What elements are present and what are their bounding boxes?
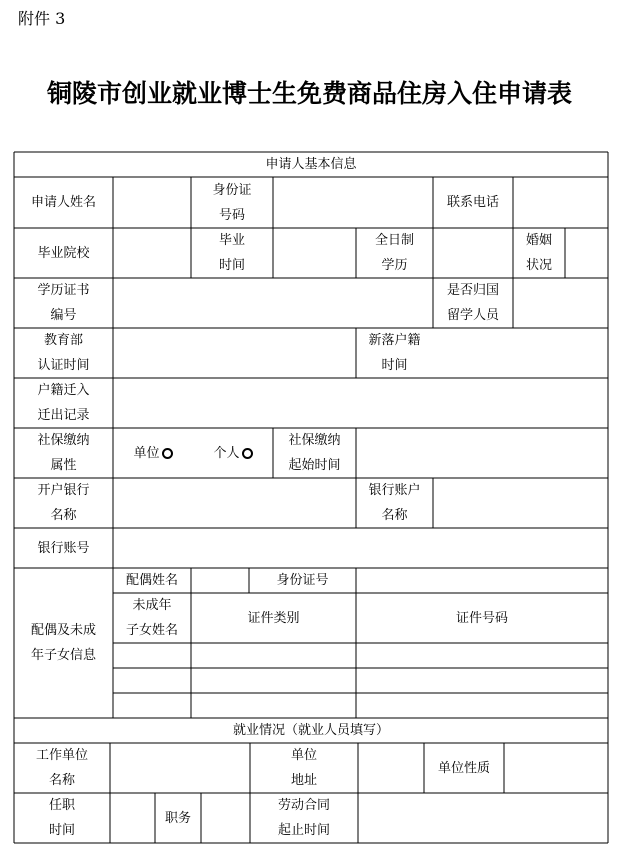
label-id-number: 身份证 号码 bbox=[212, 182, 252, 223]
input-fulltime-education[interactable] bbox=[433, 228, 513, 278]
label-school: 毕业院校 bbox=[37, 245, 90, 261]
input-phone[interactable] bbox=[513, 177, 608, 228]
input-returnee[interactable] bbox=[513, 278, 608, 328]
radio-circle-icon[interactable] bbox=[162, 448, 173, 459]
label-child-name: 未成年 子女姓名 bbox=[125, 598, 178, 638]
label-position: 职务 bbox=[164, 810, 191, 826]
input-hukou-record[interactable] bbox=[113, 378, 608, 428]
radio-personal-label: 个人 bbox=[213, 445, 240, 461]
input-hukou-time[interactable] bbox=[433, 328, 608, 378]
radio-personal[interactable] bbox=[193, 428, 273, 478]
label-family-info: 配偶及未成 年子女信息 bbox=[30, 623, 96, 663]
label-bank-name: 开户银行 名称 bbox=[37, 483, 90, 523]
label-employer-name: 工作单位 名称 bbox=[35, 748, 88, 788]
input-employer-name[interactable] bbox=[110, 743, 250, 793]
input-bank-account[interactable] bbox=[113, 528, 608, 568]
label-document-type: 证件类别 bbox=[247, 610, 300, 626]
label-job-time: 任职 时间 bbox=[48, 798, 75, 838]
input-school[interactable] bbox=[113, 228, 191, 278]
input-marital-status[interactable] bbox=[565, 228, 608, 278]
input-contract-time[interactable] bbox=[358, 793, 608, 843]
label-moe-cert-time: 教育部 认证时间 bbox=[37, 333, 90, 373]
input-position[interactable] bbox=[201, 793, 250, 843]
label-employer-type: 单位性质 bbox=[437, 760, 490, 776]
radio-unit-label: 单位 bbox=[133, 445, 160, 461]
label-bank-account-holder: 银行账户 名称 bbox=[368, 483, 421, 523]
input-spouse-id[interactable] bbox=[356, 568, 608, 593]
input-employer-type[interactable] bbox=[504, 743, 608, 793]
radio-unit[interactable] bbox=[113, 428, 193, 478]
label-contract-time: 劳动合同 起止时间 bbox=[277, 798, 330, 838]
label-spouse-id: 身份证号 bbox=[276, 573, 329, 588]
input-spouse-name[interactable] bbox=[191, 568, 249, 593]
input-applicant-name[interactable] bbox=[113, 177, 191, 228]
label-hukou-record: 户籍迁入 迁出记录 bbox=[37, 383, 90, 423]
label-document-number: 证件号码 bbox=[455, 610, 508, 626]
section-basic-info: 申请人基本信息 bbox=[265, 157, 357, 172]
label-applicant-name: 申请人姓名 bbox=[30, 195, 96, 210]
input-id-number[interactable] bbox=[273, 177, 433, 228]
attachment-label: 附件 3 bbox=[18, 9, 66, 28]
label-insurance-start: 社保缴纳 起始时间 bbox=[288, 433, 341, 473]
input-insurance-start[interactable] bbox=[356, 428, 608, 478]
input-employer-address[interactable] bbox=[358, 743, 424, 793]
input-job-time[interactable] bbox=[110, 793, 155, 843]
input-bank-account-holder[interactable] bbox=[433, 478, 608, 528]
label-returnee: 是否归国 留学人员 bbox=[446, 283, 499, 323]
label-marital-status: 婚姻 状况 bbox=[525, 233, 552, 273]
section-employment: 就业情况（就业人员填写） bbox=[232, 723, 389, 738]
label-phone: 联系电话 bbox=[446, 195, 499, 210]
form-title: 铜陵市创业就业博士生免费商品住房入住申请表 bbox=[46, 79, 572, 108]
label-employer-address: 单位 地址 bbox=[290, 748, 317, 788]
label-bank-account: 银行账号 bbox=[37, 540, 90, 556]
input-graduation-time[interactable] bbox=[273, 228, 356, 278]
input-moe-cert-time[interactable] bbox=[113, 328, 356, 378]
label-graduation-time: 毕业 时间 bbox=[218, 233, 245, 273]
label-hukou-time: 新落户籍 时间 bbox=[368, 333, 421, 373]
label-certificate-number: 学历证书 编号 bbox=[37, 283, 90, 323]
input-certificate-number[interactable] bbox=[113, 278, 433, 328]
label-spouse-name: 配偶姓名 bbox=[125, 573, 178, 588]
input-bank-name[interactable] bbox=[113, 478, 356, 528]
radio-circle-icon[interactable] bbox=[242, 448, 253, 459]
label-fulltime-education: 全日制 学历 bbox=[374, 233, 414, 273]
label-insurance-type: 社保缴纳 属性 bbox=[37, 433, 90, 473]
